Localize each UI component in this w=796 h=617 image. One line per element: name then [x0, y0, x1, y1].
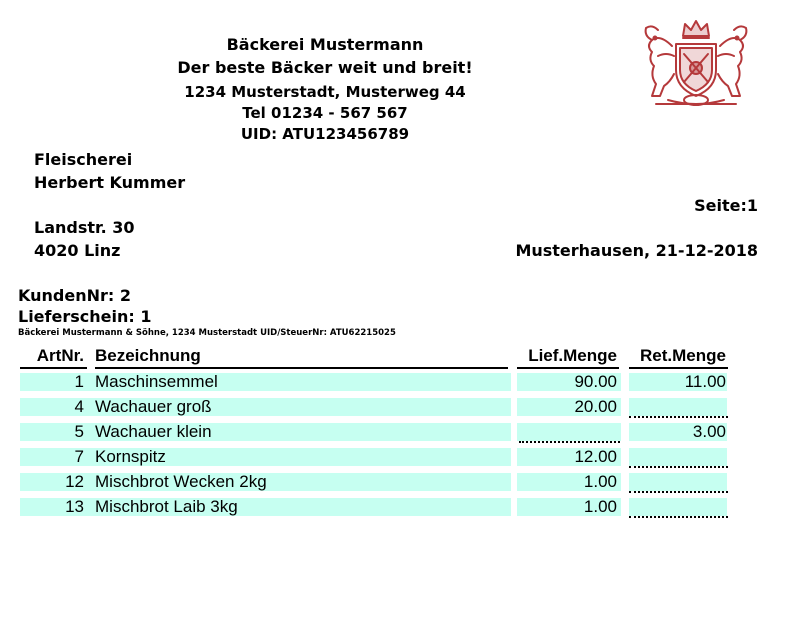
cell-artnr: 4 [74, 397, 84, 416]
company-uid: UID: ATU123456789 [240, 125, 410, 143]
page-number: Seite:1 [694, 196, 758, 215]
company-name: Bäckerei Mustermann [226, 35, 424, 54]
header-artnr: ArtNr. [36, 346, 84, 365]
cell-lief-menge: 1.00 [583, 472, 617, 491]
cell-lief-menge: 1.00 [583, 497, 617, 516]
company-phone: Tel 01234 - 567 567 [242, 104, 408, 122]
cell-artnr: 13 [65, 497, 84, 516]
cell-bezeichnung: Maschinsemmel [95, 372, 218, 391]
cell-bezeichnung: Wachauer klein [95, 422, 212, 441]
table-row [0, 393, 796, 418]
cell-artnr: 7 [74, 447, 84, 466]
place-date: Musterhausen, 21-12-2018 [515, 241, 758, 260]
cell-ret-menge: 11.00 [684, 372, 726, 391]
table-row [0, 418, 796, 443]
table-row [0, 468, 796, 493]
cell-bezeichnung: Wachauer groß [95, 397, 212, 416]
company-slogan: Der beste Bäcker weit und breit! [177, 58, 473, 77]
cell-bezeichnung: Mischbrot Laib 3kg [95, 497, 238, 516]
recipient-street: Landstr. 30 [34, 218, 135, 237]
recipient-line1: Fleischerei [34, 150, 133, 169]
bakery-crest-icon [638, 16, 754, 110]
cell-lief-menge: 20.00 [574, 397, 617, 416]
cell-bezeichnung: Mischbrot Wecken 2kg [95, 472, 267, 491]
delivery-note-number: Lieferschein: 1 [18, 307, 152, 326]
sender-line: Bäckerei Mustermann & Söhne, 1234 Musterstadt UID/SteuerNr: ATU62215025 [18, 328, 396, 338]
table-row [0, 368, 796, 393]
header-lief-menge: Lief.Menge [528, 346, 617, 365]
recipient-line2: Herbert Kummer [34, 173, 186, 192]
ret-menge-entry-line [629, 516, 728, 518]
header-bezeichnung: Bezeichnung [95, 346, 201, 365]
table-row [0, 443, 796, 468]
cell-artnr: 12 [65, 472, 84, 491]
cell-bezeichnung: Kornspitz [95, 447, 166, 466]
cell-lief-menge: 90.00 [574, 372, 617, 391]
header-ret-menge: Ret.Menge [640, 346, 726, 365]
cell-artnr: 5 [74, 422, 84, 441]
table-row [0, 493, 796, 518]
recipient-city: 4020 Linz [34, 241, 121, 260]
cell-lief-menge: 12.00 [574, 447, 617, 466]
cell-artnr: 1 [74, 372, 84, 391]
cell-ret-menge: 3.00 [692, 422, 726, 441]
customer-number: KundenNr: 2 [18, 286, 131, 305]
company-address: 1234 Musterstadt, Musterweg 44 [184, 83, 466, 101]
